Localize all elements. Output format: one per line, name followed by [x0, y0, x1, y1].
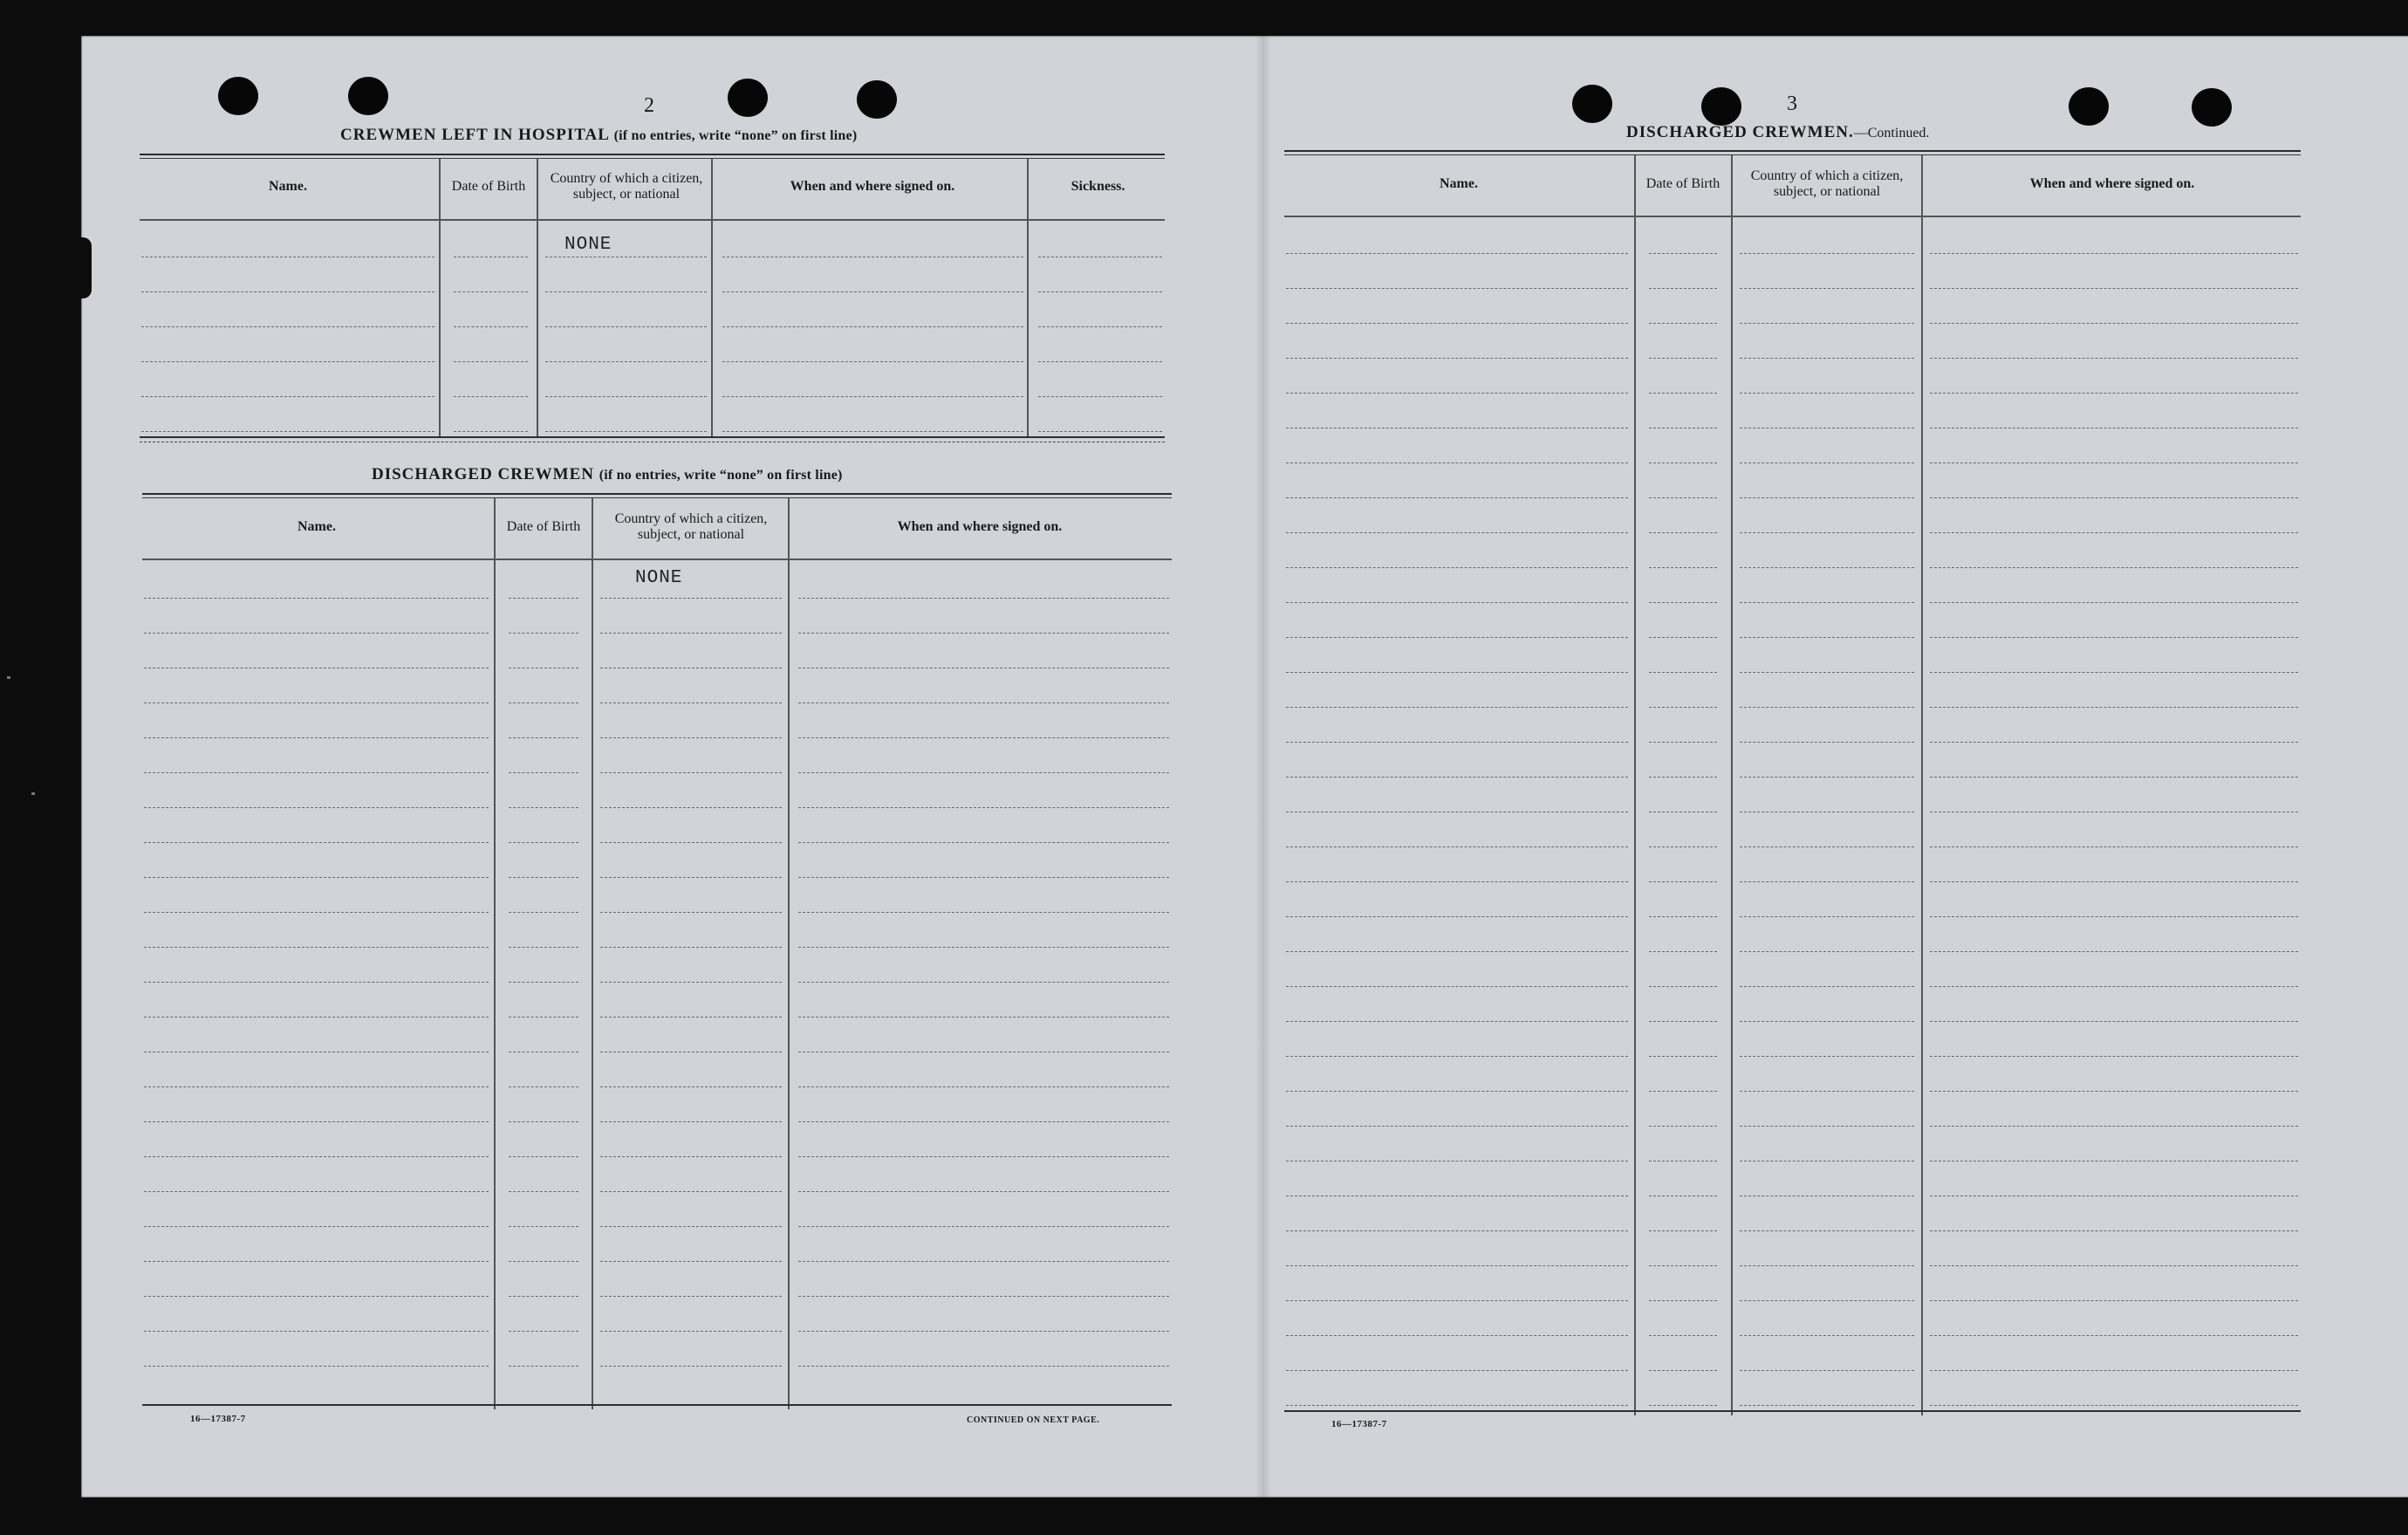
- ruled-line: [1286, 986, 1628, 987]
- ruled-line: [1740, 253, 1914, 254]
- ruled-line: [1286, 1230, 1628, 1231]
- ruled-line: [798, 1366, 1169, 1367]
- ruled-line: [1649, 1056, 1717, 1057]
- ruled-line: [1286, 1056, 1628, 1057]
- ruled-line: [1286, 1091, 1628, 1092]
- ruled-line: [1286, 672, 1628, 673]
- ruled-line: [600, 1366, 782, 1367]
- ruled-line: [1286, 567, 1628, 568]
- ruled-line: [600, 1296, 782, 1297]
- ruled-line: [1649, 846, 1717, 847]
- discharged-title-note: (if no entries, write “none” on first line): [599, 468, 843, 483]
- ruled-line: [1930, 1265, 2298, 1266]
- hospital-table: [140, 154, 1165, 442]
- ruled-line: [545, 326, 707, 327]
- ruled-line: [1930, 1056, 2298, 1057]
- ruled-line: [1740, 986, 1914, 987]
- ruled-line: [1286, 777, 1628, 778]
- ruled-line: [454, 431, 528, 432]
- col-header-date-of-birth: Date of Birth: [506, 519, 581, 534]
- ruled-line: [509, 1191, 578, 1192]
- ruled-line: [1649, 881, 1717, 882]
- ruled-line: [1286, 1405, 1628, 1406]
- ruled-line: [600, 633, 782, 634]
- ruled-line: [509, 842, 578, 843]
- ruled-line: [1649, 323, 1717, 324]
- ruled-line: [1740, 393, 1914, 394]
- ruled-line: [144, 737, 489, 738]
- ruled-line: [144, 842, 489, 843]
- col-header-date-of-birth: Date of Birth: [451, 179, 526, 194]
- ruled-line: [509, 1366, 578, 1367]
- ruled-line: [1649, 742, 1717, 743]
- punch-hole: [348, 77, 388, 115]
- ruled-line: [1740, 1056, 1914, 1057]
- ruled-line: [1649, 777, 1717, 778]
- ruled-line: [798, 1086, 1169, 1087]
- ruled-line: [798, 807, 1169, 808]
- ruled-line: [1649, 951, 1717, 952]
- ruled-line: [144, 1121, 489, 1122]
- ruled-line: [1930, 1126, 2298, 1127]
- page-edge-notch: [81, 237, 92, 298]
- ruled-line: [1930, 742, 2298, 743]
- ruled-line: [1649, 532, 1717, 533]
- col-header-country: Country of which a citizen, subject, or national: [1750, 168, 1904, 199]
- ruled-line: [1930, 1335, 2298, 1336]
- ruled-line: [798, 1156, 1169, 1157]
- ruled-line: [1649, 393, 1717, 394]
- continued-suffix: —Continued.: [1853, 126, 1930, 140]
- ruled-line: [1740, 1230, 1914, 1231]
- speck: [31, 792, 35, 795]
- ruled-line: [1649, 358, 1717, 359]
- ruled-line: [1649, 1300, 1717, 1301]
- ruled-line: [1930, 846, 2298, 847]
- ruled-line: [144, 1191, 489, 1192]
- ruled-line: [1649, 1091, 1717, 1092]
- ruled-line: [144, 912, 489, 913]
- punch-hole: [218, 77, 258, 115]
- ruled-line: [1286, 846, 1628, 847]
- col-header-date-of-birth: Date of Birth: [1645, 176, 1720, 191]
- ruled-line: [798, 772, 1169, 773]
- ruled-line: [509, 1226, 578, 1227]
- ruled-line: [600, 1191, 782, 1192]
- ruled-line: [798, 842, 1169, 843]
- ruled-line: [454, 361, 528, 362]
- ruled-line: [1930, 777, 2298, 778]
- ruled-line: [1286, 253, 1628, 254]
- ruled-line: [1038, 361, 1162, 362]
- ruled-line: [509, 877, 578, 878]
- ruled-line: [1286, 602, 1628, 603]
- ruled-line: [509, 702, 578, 703]
- ruled-line: [1930, 358, 2298, 359]
- ruled-line: [1930, 288, 2298, 289]
- punch-hole: [728, 79, 768, 117]
- ruled-line: [144, 633, 489, 634]
- ruled-line: [1740, 1126, 1914, 1127]
- ruled-line: [144, 1331, 489, 1332]
- ruled-line: [798, 1191, 1169, 1192]
- ruled-line: [1286, 1335, 1628, 1336]
- ruled-line: [1930, 707, 2298, 708]
- ruled-line: [1740, 1161, 1914, 1162]
- ruled-line: [141, 431, 434, 432]
- ruled-line: [1286, 358, 1628, 359]
- ruled-line: [509, 1261, 578, 1262]
- ruled-line: [798, 633, 1169, 634]
- ruled-line: [1930, 986, 2298, 987]
- ruled-line: [1286, 1370, 1628, 1371]
- ruled-line: [141, 361, 434, 362]
- form-number: 16—17387-7: [1331, 1419, 1387, 1429]
- ruled-line: [144, 807, 489, 808]
- ruled-line: [600, 842, 782, 843]
- form-number: 16—17387-7: [190, 1414, 246, 1424]
- ruled-line: [144, 1296, 489, 1297]
- ruled-line: [1930, 1370, 2298, 1371]
- ruled-line: [1286, 916, 1628, 917]
- ruled-line: [1740, 1335, 1914, 1336]
- ruled-line: [1649, 1126, 1717, 1127]
- ruled-line: [1649, 1265, 1717, 1266]
- punch-hole: [2192, 88, 2232, 127]
- ruled-line: [1649, 288, 1717, 289]
- ruled-line: [545, 396, 707, 397]
- ruled-line: [600, 1331, 782, 1332]
- ruled-line: [1740, 777, 1914, 778]
- ruled-line: [1930, 1091, 2298, 1092]
- ruled-line: [509, 1017, 578, 1018]
- ruled-line: [600, 702, 782, 703]
- ruled-line: [1649, 253, 1717, 254]
- discharged-title-text: DISCHARGED CREWMEN: [372, 465, 594, 483]
- ruled-line: [1930, 323, 2298, 324]
- ruled-line: [600, 807, 782, 808]
- ruled-line: [1649, 986, 1717, 987]
- ruled-line: [1930, 916, 2298, 917]
- speck: [7, 676, 10, 679]
- ruled-line: [509, 1086, 578, 1087]
- ruled-line: [600, 1121, 782, 1122]
- ruled-line: [1286, 951, 1628, 952]
- ruled-line: [600, 982, 782, 983]
- ruled-line: [141, 291, 434, 292]
- ruled-line: [144, 982, 489, 983]
- ruled-line: [1740, 532, 1914, 533]
- ruled-line: [1740, 707, 1914, 708]
- col-header-name: Name.: [1440, 176, 1478, 191]
- ruled-line: [1649, 1161, 1717, 1162]
- ruled-line: [798, 737, 1169, 738]
- ruled-line: [1740, 1405, 1914, 1406]
- ruled-line: [1649, 707, 1717, 708]
- ruled-line: [1286, 742, 1628, 743]
- ruled-line: [141, 326, 434, 327]
- ruled-line: [1286, 393, 1628, 394]
- ruled-line: [798, 1017, 1169, 1018]
- ruled-line: [722, 326, 1023, 327]
- ruled-line: [798, 1226, 1169, 1227]
- ruled-line: [1038, 396, 1162, 397]
- ruled-line: [144, 1086, 489, 1087]
- punch-hole: [2069, 87, 2109, 126]
- ruled-line: [1740, 1091, 1914, 1092]
- ruled-line: [1930, 1230, 2298, 1231]
- col-header-signed-on: When and where signed on.: [897, 519, 1063, 534]
- ruled-line: [798, 947, 1169, 948]
- ruled-line: [1649, 1230, 1717, 1231]
- ruled-line: [1740, 881, 1914, 882]
- ruled-line: [1649, 602, 1717, 603]
- punch-hole: [1701, 87, 1741, 126]
- discharged-none-entry: NONE: [635, 568, 683, 588]
- ruled-line: [1740, 742, 1914, 743]
- ruled-line: [1740, 358, 1914, 359]
- ruled-line: [1649, 637, 1717, 638]
- ruled-line: [509, 982, 578, 983]
- ruled-line: [1930, 1405, 2298, 1406]
- ruled-line: [509, 912, 578, 913]
- ruled-line: [1740, 846, 1914, 847]
- ruled-line: [798, 877, 1169, 878]
- ruled-line: [545, 291, 707, 292]
- ruled-line: [144, 877, 489, 878]
- ruled-line: [1930, 951, 2298, 952]
- ruled-line: [1930, 497, 2298, 498]
- ruled-line: [1740, 567, 1914, 568]
- ruled-line: [1740, 1265, 1914, 1266]
- ruled-line: [509, 737, 578, 738]
- ruled-line: [1740, 1370, 1914, 1371]
- ruled-line: [722, 396, 1023, 397]
- hospital-title-text: CREWMEN LEFT IN HOSPITAL: [340, 126, 609, 144]
- ruled-line: [798, 982, 1169, 983]
- ruled-line: [1740, 323, 1914, 324]
- ruled-line: [798, 912, 1169, 913]
- ruled-line: [1286, 532, 1628, 533]
- ruled-line: [798, 598, 1169, 599]
- ruled-line: [144, 947, 489, 948]
- ruled-line: [1930, 672, 2298, 673]
- ruled-line: [1740, 951, 1914, 952]
- ruled-line: [1649, 1021, 1717, 1022]
- ruled-line: [722, 431, 1023, 432]
- discharged-continued-title: [1626, 123, 1929, 142]
- ruled-line: [545, 431, 707, 432]
- ruled-line: [141, 396, 434, 397]
- ruled-line: [509, 947, 578, 948]
- ruled-line: [1286, 707, 1628, 708]
- ruled-line: [600, 737, 782, 738]
- ruled-line: [1649, 497, 1717, 498]
- ruled-line: [509, 598, 578, 599]
- ruled-line: [1930, 1021, 2298, 1022]
- discharged-continued-text: DISCHARGED CREWMEN.: [1626, 123, 1854, 141]
- col-header-country: Country of which a citizen, subject, or national: [550, 171, 703, 202]
- ruled-line: [798, 702, 1169, 703]
- ruled-line: [144, 1226, 489, 1227]
- ruled-line: [545, 361, 707, 362]
- ruled-line: [1930, 253, 2298, 254]
- ruled-line: [144, 1366, 489, 1367]
- ruled-line: [798, 1121, 1169, 1122]
- ruled-line: [1649, 567, 1717, 568]
- ruled-line: [722, 361, 1023, 362]
- ruled-line: [1740, 288, 1914, 289]
- discharged-continued-table: [1284, 150, 2301, 1415]
- ruled-line: [600, 947, 782, 948]
- ruled-line: [600, 1086, 782, 1087]
- ruled-line: [1740, 1021, 1914, 1022]
- col-header-name: Name.: [298, 519, 336, 534]
- hospital-none-entry: NONE: [564, 235, 612, 255]
- page-number: 2: [644, 94, 654, 117]
- hospital-section-title: [340, 126, 857, 145]
- ruled-line: [454, 326, 528, 327]
- ruled-line: [509, 1156, 578, 1157]
- ruled-line: [509, 633, 578, 634]
- ruled-line: [1930, 393, 2298, 394]
- ruled-line: [1740, 637, 1914, 638]
- ruled-line: [600, 1156, 782, 1157]
- ruled-line: [1930, 1161, 2298, 1162]
- ruled-line: [798, 1331, 1169, 1332]
- col-header-signed-on: When and where signed on.: [2029, 176, 2195, 191]
- ruled-line: [509, 772, 578, 773]
- ruled-line: [1740, 1300, 1914, 1301]
- ruled-line: [722, 291, 1023, 292]
- ruled-line: [509, 1331, 578, 1332]
- punch-hole: [857, 80, 897, 119]
- ruled-line: [144, 598, 489, 599]
- ruled-line: [1286, 1021, 1628, 1022]
- col-header-name: Name.: [269, 179, 307, 194]
- ruled-line: [1286, 497, 1628, 498]
- ruled-line: [1930, 881, 2298, 882]
- ruled-line: [144, 1156, 489, 1157]
- ruled-line: [509, 807, 578, 808]
- ruled-line: [600, 1261, 782, 1262]
- ruled-line: [1740, 497, 1914, 498]
- ruled-line: [1286, 1300, 1628, 1301]
- ruled-line: [1286, 1161, 1628, 1162]
- ruled-line: [454, 396, 528, 397]
- ruled-line: [600, 1226, 782, 1227]
- ruled-line: [1649, 916, 1717, 917]
- ruled-line: [1286, 881, 1628, 882]
- col-header-sickness: Sickness.: [1071, 179, 1125, 194]
- col-header-signed-on: When and where signed on.: [790, 179, 955, 194]
- ruled-line: [1649, 1370, 1717, 1371]
- ruled-line: [600, 1017, 782, 1018]
- punch-hole: [1572, 85, 1612, 123]
- ruled-line: [600, 772, 782, 773]
- ruled-line: [454, 291, 528, 292]
- ruled-line: [600, 598, 782, 599]
- ruled-line: [1286, 323, 1628, 324]
- hospital-title-note: (if no entries, write “none” on first line): [613, 128, 858, 143]
- discharged-table: [142, 493, 1172, 1409]
- ruled-line: [1930, 532, 2298, 533]
- ruled-line: [144, 1261, 489, 1262]
- ruled-line: [144, 1017, 489, 1018]
- ruled-line: [798, 1261, 1169, 1262]
- ruled-line: [600, 912, 782, 913]
- discharged-section-title: [372, 465, 843, 484]
- ruled-line: [1740, 672, 1914, 673]
- ruled-line: [1649, 672, 1717, 673]
- col-header-country: Country of which a citizen, subject, or national: [614, 511, 768, 542]
- ruled-line: [509, 1296, 578, 1297]
- ruled-line: [1930, 602, 2298, 603]
- ruled-line: [1038, 431, 1162, 432]
- ruled-line: [1740, 602, 1914, 603]
- ruled-line: [1286, 1265, 1628, 1266]
- ruled-line: [144, 772, 489, 773]
- ruled-line: [1740, 916, 1914, 917]
- ruled-line: [1038, 326, 1162, 327]
- ruled-line: [1286, 1126, 1628, 1127]
- ruled-line: [798, 1296, 1169, 1297]
- page-number: 3: [1787, 93, 1797, 115]
- ruled-line: [1930, 567, 2298, 568]
- ruled-line: [1286, 288, 1628, 289]
- ruled-line: [1930, 1300, 2298, 1301]
- ruled-line: [1649, 1335, 1717, 1336]
- ruled-line: [509, 1121, 578, 1122]
- ruled-line: [144, 702, 489, 703]
- ruled-line: [1286, 637, 1628, 638]
- ruled-line: [600, 877, 782, 878]
- ruled-line: [1038, 291, 1162, 292]
- continued-note: CONTINUED ON NEXT PAGE.: [967, 1415, 1100, 1425]
- ruled-line: [1649, 1405, 1717, 1406]
- ruled-line: [1930, 637, 2298, 638]
